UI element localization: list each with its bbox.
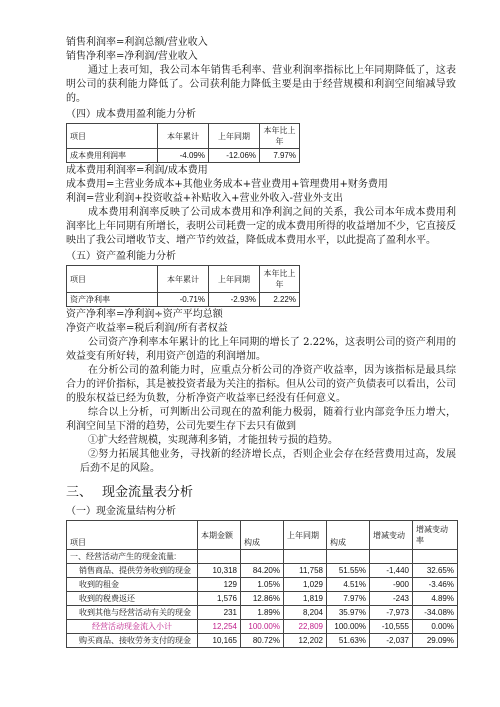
table-cell: -7,973 [370, 606, 413, 620]
table-cell: 收到的租金 [67, 578, 198, 592]
table-cell: 成本费用利润率 [67, 149, 158, 163]
formula-profit: 利润=营业利润+投资收益+补贴收入+营业外收入-营业外支出 [66, 193, 343, 204]
table-cell: -4.09% [158, 149, 209, 163]
table-cell: 1.05% [241, 578, 284, 592]
table-cell: 35.97% [327, 606, 370, 620]
table-header-cell: 本年累计 [158, 266, 209, 293]
table-cell: -1,440 [370, 564, 413, 578]
section-title-cost-profitability: （四）成本费用盈利能力分析 [66, 109, 196, 120]
table-header-cell: 本年比上年 [260, 124, 300, 149]
table-cell: 12,254 [198, 620, 241, 634]
table-cell: 1.89% [241, 606, 284, 620]
table-row [67, 293, 300, 307]
table-header-row [67, 266, 300, 293]
table-header-cell: 本年比上年 [260, 266, 300, 293]
table-cell: 29.09% [413, 634, 458, 648]
table-cell: 10,318 [198, 564, 241, 578]
table-header-cell: 构成 [241, 521, 284, 550]
formula-roe: 净资产收益率=税后利润/所有者权益 [66, 323, 228, 334]
formula-asset-net-rate: 资产净利率=净利润÷资产平均总额 [66, 309, 223, 320]
paragraph-roe: 在分析公司的盈利能力时，应重点分析公司的净资产收益率，因为该指标是最具综合力的评价指标，其是被投资者最为关注的指标。但从公司的资产负债表可以看出，公司的股东权益已经为负数，分析净资产收益率已经没有任何意义。 [66, 365, 456, 404]
section-heading-cash-flow [66, 484, 456, 502]
list-item: ①扩大经营规模，实现薄利多销，才能扭转亏损的趋势。 [88, 435, 338, 446]
document-page [66, 36, 456, 648]
table-row [67, 578, 458, 592]
table-cell: 32.65% [413, 564, 458, 578]
table-header-row [67, 124, 300, 149]
table-cell: 10,165 [198, 634, 241, 648]
table-header-cell: 项目 [67, 124, 158, 149]
section-title-asset-profitability: （五）资产盈利能力分析 [66, 251, 176, 262]
table-cell: 7.97% [260, 149, 300, 163]
paragraph-summary: 综合以上分析，可判断出公司现在的盈利能力极弱，随着行业内部竞争压力增大，利润空间呈下滑的趋势，公司先要生存下去只有做到 [66, 407, 456, 432]
table-cell: 销售商品、提供劳务收到的现金 [67, 564, 198, 578]
table-cell: 购买商品、接收劳务支付的现金 [67, 634, 198, 648]
table-cell: 12,202 [284, 634, 327, 648]
table-header-cell: 增减变动 [370, 521, 413, 550]
table-cell: 231 [198, 606, 241, 620]
table-cell: 1,576 [198, 592, 241, 606]
table-cell: 4.51% [327, 578, 370, 592]
table-cell: 11,758 [284, 564, 327, 578]
formula-sales-profit-rate: 销售利润率=利润总额/营业收入 [66, 37, 208, 48]
formula-net-sales-rate: 销售净利率=净利润/营业收入 [66, 51, 198, 62]
table-header-cell: 本年累计 [158, 124, 209, 149]
table-header-cell: 上年同期 [209, 124, 260, 149]
table-cell: 1,029 [284, 578, 327, 592]
table-cell: 4.89% [413, 592, 458, 606]
table-cell: -10,555 [370, 620, 413, 634]
table-cell: 22,809 [284, 620, 327, 634]
table-header-cell: 项目 [67, 521, 198, 550]
table-header-cell: 构成 [327, 521, 370, 550]
table-cell: 1,819 [284, 592, 327, 606]
table-header-cell: 本期金额 [198, 521, 241, 550]
table-cell: 0.00% [413, 620, 458, 634]
table-asset-profitability [66, 265, 300, 307]
table-row [67, 592, 458, 606]
list-item: ②努力拓展其他业务，寻找新的经济增长点，否则企业会存在经营费用过高，发展后劲不足的风险。 [80, 449, 456, 474]
table-row [67, 564, 458, 578]
table-cell: 7.97% [327, 592, 370, 606]
section-title: 现金流量表分析 [102, 485, 194, 500]
table-cell: -34.08% [413, 606, 458, 620]
table-cell: 80.72% [241, 634, 284, 648]
table-cell: -2,037 [370, 634, 413, 648]
paragraph-asset-profitability: 公司资产净利率本年累计的比上年同期的增长了 2.22%，这表明公司的资产利用的效益变有所好转，利用资产创造的利润增加。 [66, 337, 456, 362]
table-cell: 经营活动现金流入小计 [67, 620, 198, 634]
section-number: 三、 [66, 485, 93, 500]
table-header-row [67, 521, 458, 550]
formula-cost: 成本费用=主营业务成本+其他业务成本+营业费用+管理费用+财务费用 [66, 179, 388, 190]
table-cell: -243 [370, 592, 413, 606]
table-cell: 资产净利率 [67, 293, 158, 307]
table-header-cell: 上年同期 [284, 521, 327, 550]
table-cell: -3.46% [413, 578, 458, 592]
table-cell: 2.22% [260, 293, 300, 307]
table-header-cell: 项目 [67, 266, 158, 293]
table-row [67, 149, 300, 163]
table-cell: 51.63% [327, 634, 370, 648]
table-cell: 84.20% [241, 564, 284, 578]
table-cell: 51.55% [327, 564, 370, 578]
table-cell: -12.06% [209, 149, 260, 163]
table-row [67, 634, 458, 648]
table-header-cell: 上年同期 [209, 266, 260, 293]
table-cell: 100.00% [241, 620, 284, 634]
table-cell: -900 [370, 578, 413, 592]
paragraph-profitability: 通过上表可知，我公司本年销售毛利率、营业利润率指标比上年同期降低了，这表明公司的获利能力降低了。公司获利能力降低主要是由于经营规模和利润空间缩减导致的。 [66, 65, 456, 104]
formula-cost-profit-rate: 成本费用利润率=利润/成本费用 [66, 165, 208, 176]
table-cell: 12.86% [241, 592, 284, 606]
subsection-title-cash-structure: （一）现金流量结构分析 [66, 506, 176, 517]
table-cell: 收到其他与经营活动有关的现金 [67, 606, 198, 620]
paragraph-cost-profitability: 成本费用利润率反映了公司成本费用和净利润之间的关系，我公司本年成本费用利润率比上年同期有所增长，表明公司耗费一定的成本费用所得的收益增加不少，它直接反映出了我公司增收节支、增产节约效益，降低成本费用水平，以此提高了盈利水平。 [66, 207, 456, 246]
table-row-subtotal [67, 620, 458, 634]
table-section-row [67, 550, 458, 564]
table-cost-profitability [66, 123, 300, 163]
table-cell: 100.00% [327, 620, 370, 634]
table-cell: 收到的税费返还 [67, 592, 198, 606]
table-row [67, 606, 458, 620]
table-header-cell: 增减变动率 [413, 521, 458, 550]
table-cell: 129 [198, 578, 241, 592]
table-cell: -2.93% [209, 293, 260, 307]
table-cell: 8,204 [284, 606, 327, 620]
table-cell: -0.71% [158, 293, 209, 307]
table-cash-flow-structure [66, 520, 458, 648]
table-cell: 一、经营活动产生的现金流量: [67, 550, 198, 564]
